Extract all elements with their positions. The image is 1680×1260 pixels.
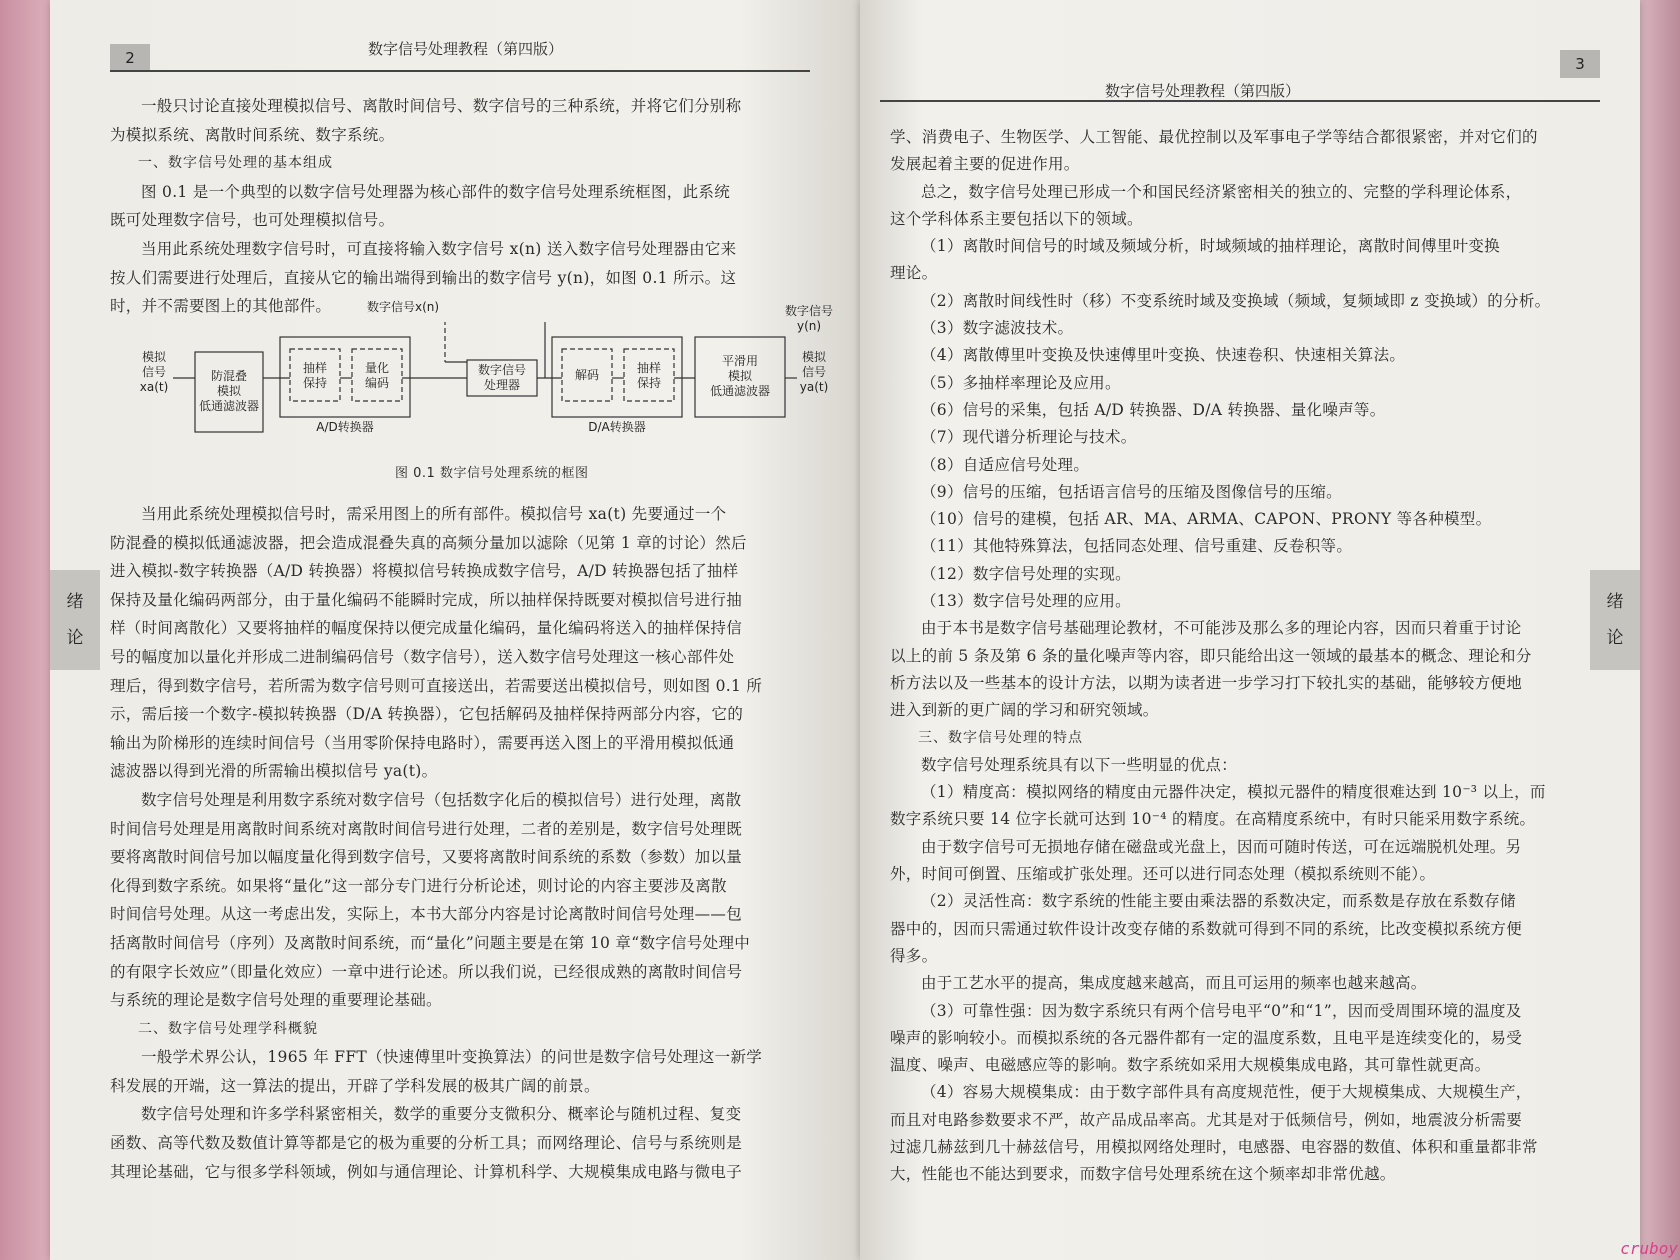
paragraph-line: 其理论基础，它与很多学科领域，例如与通信理论、计算机科学、大规模集成电路与微电子: [110, 1162, 743, 1181]
paragraph-line: （11）其他特殊算法，包括同态处理、信号重建、反卷积等。: [921, 537, 1353, 556]
paragraph-line: 图 0.1 是一个典型的以数字信号处理器为核心部件的数字信号处理系统框图，此系统: [141, 182, 731, 201]
page-number: 3: [1560, 50, 1600, 78]
paragraph-line: （12）数字信号处理的实现。: [921, 564, 1131, 583]
paragraph-line: 理论。: [890, 264, 938, 283]
paragraph-line: 温度、噪声、电磁感应等的影响。数字系统如采用大规模集成电路，其可靠性就更高。: [890, 1056, 1491, 1075]
section-heading: 二、数字信号处理学科概貌: [138, 1020, 318, 1037]
paragraph-line: （13）数字信号处理的应用。: [921, 592, 1131, 611]
paragraph-line: （9）信号的压缩，包括语言信号的压缩及图像信号的压缩。: [921, 482, 1342, 501]
paragraph-line: （3）数字滤波技术。: [921, 319, 1074, 338]
side-tab-char-2: 论: [66, 628, 84, 648]
paragraph-line: 示，需后接一个数字-模拟转换器（D/A 转换器），它包括解码及抽样保持两部分内容，它的: [110, 705, 744, 724]
side-tab-char-2: 论: [1606, 628, 1624, 648]
paragraph-line: 这个学科体系主要包括以下的领域。: [890, 209, 1143, 228]
paragraph-line: 时，并不需要图上的其他部件。: [110, 297, 332, 316]
paragraph-line: 以上的前 5 条及第 6 条的量化噪声等内容，即只能给出这一领域的最基本的概念、理论和分: [890, 646, 1532, 665]
dsp-label: [467, 363, 537, 393]
paragraph-line: 发展起着主要的促进作用。: [890, 155, 1080, 174]
paragraph-line: 滤波器以得到光滑的所需输出模拟信号 ya(t)。: [110, 762, 438, 781]
smooth-line1: 平滑用: [721, 354, 758, 368]
left-page: [50, 0, 860, 1260]
paragraph-line: （2）离散时间线性时（移）不变系统时域及变换域（频域，复频域即 z 变换域）的分析。: [921, 291, 1551, 310]
header-title: 数字信号处理教程（第四版）: [1105, 82, 1301, 100]
paragraph-line: 样（时间离散化）又要将抽样的幅度保持以便完成量化编码，量化编码将送入的抽样保持信: [110, 619, 743, 638]
paragraph-line: （6）信号的采集，包括 A/D 转换器、D/A 转换器、量化噪声等。: [921, 400, 1386, 419]
paragraph-line: 化得到数字系统。如果将“量化”这一部分专门进行分析论述，则讨论的内容主要涉及离散: [110, 876, 727, 895]
paragraph-line: 由于工艺水平的提高，集成度越来越高，而且可运用的频率也越来越高。: [921, 974, 1427, 993]
paragraph-line: 括离散时间信号（序列）及离散时间系统，而“量化”问题主要是在第 10 章“数字信号处理中: [110, 933, 751, 952]
paragraph-line: （1）精度高：模拟网络的精度由元器件决定，模拟元器件的精度很难达到 10⁻³ 以上，而: [921, 783, 1546, 802]
paragraph-line: 大，性能也不能达到要求，而数字信号处理系统在这个频率却非常优越。: [890, 1165, 1396, 1184]
paragraph-line: （2）灵活性高：数字系统的性能主要由乘法器的系数决定，而系数是存放在系数存储: [921, 892, 1516, 911]
section-heading: 一、数字信号处理的基本组成: [138, 155, 333, 172]
paragraph-line: 时间信号处理是用离散时间系统对离散时间信号进行处理，二者的差别是，数字信号处理既: [110, 819, 743, 838]
paragraph-line: 总之，数字信号处理已形成一个和国民经济紧密相关的独立的、完整的学科理论体系，: [921, 182, 1522, 201]
paragraph-line: 析方法以及一些基本的设计方法，以期为读者进一步学习打下较扎实的基础，能够较方便地: [890, 673, 1523, 692]
smoothing-filter-label: [695, 354, 785, 399]
paragraph-line: 一般只讨论直接处理模拟信号、离散时间信号、数字信号的三种系统，并将它们分别称: [141, 97, 742, 115]
digital-output-label: [785, 304, 833, 334]
smooth-line2: 模拟: [727, 369, 752, 383]
paragraph-line: （4）容易大规模集成：由于数字部件具有高度规范性，便于大规模集成、大规模生产，: [921, 1083, 1532, 1102]
paragraph-line: 时间信号处理。从这一考虑出发，实际上，本书大部分内容是讨论离散时间信号处理——包: [110, 905, 743, 924]
paragraph-line: 学、消费电子、生物医学、人工智能、最优控制以及军事电子学等结合都很紧密，并对它们的: [890, 128, 1538, 146]
paragraph-line: 要将离散时间信号加以幅度量化得到数字信号，又要将离散时间系统的系数（参数）加以量: [110, 848, 743, 867]
side-tab-left: [50, 570, 100, 670]
paragraph-line: （3）可靠性强：因为数字系统只有两个信号电平“0”和“1”，因而受周围环境的温度及: [921, 1001, 1522, 1020]
antialias-line3: 低通滤波器: [198, 399, 259, 413]
paragraph-line: 进入到新的更广阔的学习和研究领域。: [890, 701, 1159, 720]
sample-hold-1-label: [290, 361, 340, 391]
paragraph-line: （10）信号的建模，包括 AR、MA、ARMA、CAPON、PRONY 等各种模型。: [921, 510, 1492, 529]
analog-output-label: [797, 350, 831, 395]
analog-input-line1: 模拟: [141, 350, 166, 364]
quant-line2: 编码: [364, 376, 389, 390]
paragraph-line: （8）自适应信号处理。: [921, 455, 1090, 474]
smooth-line3: 低通滤波器: [709, 384, 770, 398]
sample-hold-2-label: [624, 361, 674, 391]
figure-caption: 图 0.1 数字信号处理系统的框图: [395, 466, 589, 481]
paragraph-line: 当用此系统处理数字信号时，可直接将输入数字信号 x(n) 送入数字信号处理器由它来: [141, 239, 737, 258]
header-rule: [110, 70, 810, 72]
paragraph-line: 器中的，因而只需通过软件设计改变存储的系数就可得到不同的系统，比改变模拟系统方便: [890, 919, 1523, 938]
paragraph-line: 由于数字信号可无损地存储在磁盘或光盘上，因而可随时传送，可在远端脱机处理。另: [921, 837, 1522, 856]
antialias-label: [195, 369, 263, 414]
digital-output-line2: y(n): [796, 319, 822, 333]
paragraph-line: 外，时间可倒置、压缩或扩张处理。还可以进行同态处理（模拟系统则不能）。: [890, 865, 1436, 884]
decode-label: 解码: [574, 368, 599, 382]
paragraph-line: 而且对电路参数要求不严，故产品成品率高。尤其是对于低频信号，例如，地震波分析需要: [890, 1110, 1523, 1129]
paragraph-line: 为模拟系统、离散时间系统、数字系统。: [110, 125, 395, 144]
antialias-line1: 防混叠: [210, 369, 247, 383]
analog-input-label: [137, 350, 171, 395]
paragraph-line: 与系统的理论是数字信号处理的重要理论基础。: [110, 991, 442, 1010]
paragraph-line: 科发展的开端，这一算法的提出，开辟了学科发展的极其广阔的前景。: [110, 1076, 600, 1095]
side-tab-right: [1590, 570, 1640, 670]
analog-input-line2: 信号: [141, 365, 166, 379]
analog-output-line3: ya(t): [799, 380, 829, 394]
paragraph-line: 理后，得到数字信号，若所需为数字信号则可直接送出，若需要送出模拟信号，则如图 0.1 所: [110, 676, 763, 695]
paragraph-line: 噪声的影响较小。而模拟系统的各元器件都有一定的温度系数，且电平是连续变化的，易受: [890, 1028, 1523, 1047]
body-text-bottom: [110, 500, 830, 1186]
paragraph-line: （1）离散时间信号的时域及频域分析，时域频域的抽样理论，离散时间傅里叶变换: [921, 237, 1500, 256]
quantize-label: [352, 361, 402, 391]
paragraph-line: 数字信号处理是利用数字系统对数字信号（包括数字化后的模拟信号）进行处理，离散: [141, 790, 742, 809]
antialias-line2: 模拟: [216, 384, 241, 398]
paragraph-line: 保持及量化编码两部分，由于量化编码不能瞬时完成，所以抽样保持既要对模拟信号进行抽: [110, 590, 743, 609]
paragraph-line: （4）离散傅里叶变换及快速傅里叶变换、快速卷积、快速相关算法。: [921, 346, 1406, 365]
paragraph-line: （7）现代谱分析理论与技术。: [921, 428, 1137, 447]
sh2-line2: 保持: [636, 376, 661, 390]
dsp-line2: 处理器: [483, 378, 520, 392]
paragraph-line: 输出为阶梯形的连续时间信号（当用零阶保持电路时），需要再送入图上的平滑用模拟低通: [110, 733, 735, 752]
analog-output-line2: 信号: [801, 365, 826, 379]
paragraph-line: 的有限字长效应”（即量化效应）一章中进行论述。所以我们说，已经很成熟的离散时间信号: [110, 962, 743, 981]
paragraph-line: 数字信号处理系统具有以下一些明显的优点：: [921, 755, 1238, 774]
watermark: cruboy: [1620, 1239, 1678, 1258]
paragraph-line: 一般学术界公认，1965 年 FFT（快速傅里叶变换算法）的问世是数字信号处理这一新学: [141, 1048, 763, 1067]
sh1-line1: 抽样: [302, 361, 327, 375]
analog-input-line3: xa(t): [139, 380, 169, 394]
side-tab-char-1: 绪: [66, 592, 84, 612]
paragraph-line: 号的幅度加以量化并形成二进制编码信号（数字信号），送入数字信号处理这一核心部件处: [110, 647, 735, 666]
right-page: [860, 0, 1640, 1260]
paragraph-line: 按人们需要进行处理后，直接从它的输出端得到输出的数字信号 y(n)，如图 0.1 所示。这: [110, 268, 737, 287]
sh2-line1: 抽样: [636, 361, 661, 375]
digital-output-line1: 数字信号: [785, 304, 834, 318]
quant-line1: 量化: [364, 361, 389, 375]
header-title: 数字信号处理教程（第四版）: [368, 40, 564, 58]
ad-converter-label: A/D转换器: [316, 420, 374, 434]
digital-input-label: 数字信号x(n): [367, 300, 440, 314]
paragraph-line: 函数、高等代数及数值计算等都是它的极为重要的分析工具；而网络理论、信号与系统则是: [110, 1134, 743, 1153]
paragraph-line: 防混叠的模拟低通滤波器，把会造成混叠失真的高频分量加以滤除（见第 1 章的讨论）然后: [110, 533, 747, 552]
analog-output-line1: 模拟: [801, 350, 826, 364]
sh1-line2: 保持: [302, 376, 327, 390]
paragraph-line: 过滤几赫兹到几十赫兹信号，用模拟网络处理时，电感器、电容器的数值、体积和重量都非常: [890, 1137, 1538, 1156]
header-rule: [880, 100, 1600, 102]
paragraph-line: （5）多抽样率理论及应用。: [921, 373, 1121, 392]
paragraph-line: 进入模拟-数字转换器（A/D 转换器）将模拟信号转换成数字信号，A/D 转换器包括了抽样: [110, 562, 739, 581]
page-number: 2: [110, 44, 150, 72]
section-heading: 三、数字信号处理的特点: [918, 729, 1083, 746]
paragraph-line: 当用此系统处理模拟信号时，需采用图上的所有部件。模拟信号 xa(t) 先要通过一个: [141, 505, 727, 523]
body-text: [890, 124, 1590, 1189]
background-right: [1640, 0, 1680, 1260]
body-text-top: [110, 92, 830, 321]
side-tab-char-1: 绪: [1606, 592, 1624, 612]
paragraph-line: 数字信号处理和许多学科紧密相关，数学的重要分支微积分、概率论与随机过程、复变: [141, 1105, 742, 1124]
paragraph-line: 既可处理数字信号，也可处理模拟信号。: [110, 211, 395, 230]
paragraph-line: 得多。: [890, 946, 938, 965]
paragraph-line: 数字系统只要 14 位字长就可达到 10⁻⁴ 的精度。在高精度系统中，有时只能采用数字系统。: [890, 810, 1536, 829]
paragraph-line: 由于本书是数字信号基础理论教材，不可能涉及那么多的理论内容，因而只着重于讨论: [921, 619, 1522, 638]
dsp-line1: 数字信号: [477, 363, 526, 377]
da-converter-label: D/A转换器: [588, 420, 646, 434]
